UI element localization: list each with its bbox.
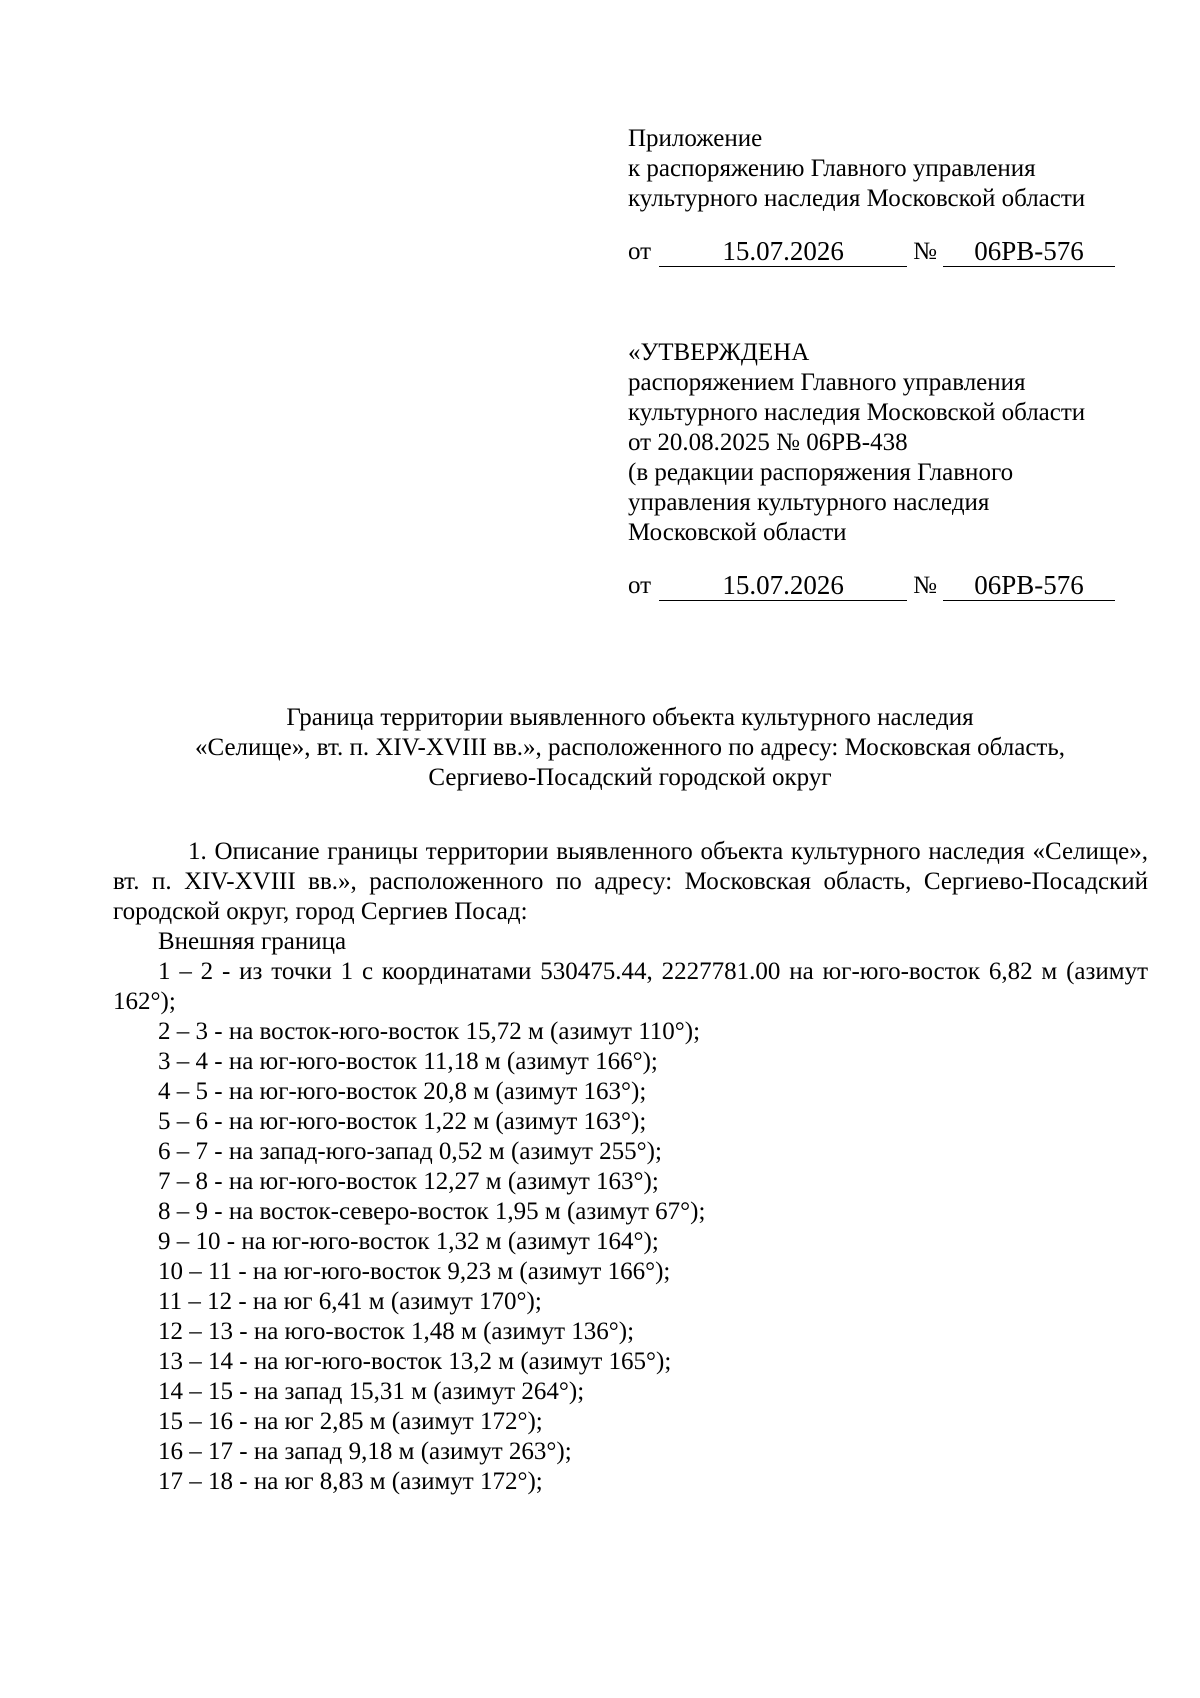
boundary-segment: 8 – 9 - на восток-северо-восток 1,95 м (азимут 67°);	[158, 1198, 706, 1225]
boundary-segment: 2 – 3 - на восток-юго-восток 15,72 м (азимут 110°);	[158, 1018, 701, 1045]
title-line: Сергиево-Посадский городской округ	[428, 764, 832, 791]
approved-line: от 20.08.2025 № 06РВ-438	[628, 429, 908, 456]
boundary-segment: 1 – 2 - из точки 1 с координатами 530475.44, 2227781.00 на юг-юго-восток 6,82 м (азимут 162°);	[113, 958, 1148, 1015]
boundary-segment: 6 – 7 - на запад-юго-запад 0,52 м (азимут 255°);	[158, 1138, 662, 1165]
document-body	[113, 837, 1148, 1497]
boundary-segment: 16 – 17 - на запад 9,18 м (азимут 263°);	[158, 1438, 572, 1465]
boundary-segment: 11 – 12 - на юг 6,41 м (азимут 170°);	[158, 1288, 542, 1315]
annex-line: к распоряжению Главного управления	[628, 155, 1036, 182]
boundary-segment: 7 – 8 - на юг-юго-восток 12,27 м (азимут 163°);	[158, 1168, 659, 1195]
approved-block	[628, 338, 1168, 601]
approved-line: (в редакции распоряжения Главного	[628, 459, 1014, 486]
approved-line: управления культурного наследия	[628, 489, 990, 516]
approved-number-sign: №	[913, 572, 937, 599]
outer-boundary-label: Внешняя граница	[158, 928, 347, 955]
title-line: Граница территории выявленного объекта культурного наследия	[286, 704, 974, 731]
document-title	[110, 703, 1150, 793]
intro-paragraph: 1. Описание границы территории выявленного объекта культурного наследия «Селище», вт. п. XIV-XVIII вв.», расположенного по адресу: Московская область, Сергиево-Посадский городской округ, город Сергиев Посад:	[113, 838, 1148, 925]
approved-date-number-line	[628, 570, 1168, 601]
annex-date-number-line	[628, 236, 1168, 267]
approved-line: «УТВЕРЖДЕНА	[628, 339, 810, 366]
annex-block	[628, 124, 1168, 267]
approved-line: Московской области	[628, 519, 847, 546]
approved-line: распоряжением Главного управления	[628, 369, 1026, 396]
approved-line: культурного наследия Московской области	[628, 399, 1086, 426]
annex-number-sign: №	[913, 238, 937, 265]
boundary-segment: 14 – 15 - на запад 15,31 м (азимут 264°);	[158, 1378, 585, 1405]
boundary-segment: 12 – 13 - на юго-восток 1,48 м (азимут 136°);	[158, 1318, 635, 1345]
approved-date: 15.07.2026	[659, 570, 907, 601]
boundary-segment: 15 – 16 - на юг 2,85 м (азимут 172°);	[158, 1408, 543, 1435]
approved-number: 06РВ-576	[943, 570, 1115, 601]
boundary-segment: 10 – 11 - на юг-юго-восток 9,23 м (азимут 166°);	[158, 1258, 671, 1285]
annex-date: 15.07.2026	[659, 236, 907, 267]
boundary-segment: 17 – 18 - на юг 8,83 м (азимут 172°);	[158, 1468, 543, 1495]
annex-from-label: от	[628, 238, 652, 265]
boundary-segment-list	[113, 1017, 1148, 1497]
annex-line: культурного наследия Московской области	[628, 185, 1086, 212]
annex-line: Приложение	[628, 125, 763, 152]
approved-from-label: от	[628, 572, 652, 599]
annex-number: 06РВ-576	[943, 236, 1115, 267]
boundary-segment: 4 – 5 - на юг-юго-восток 20,8 м (азимут 163°);	[158, 1078, 647, 1105]
boundary-segment: 9 – 10 - на юг-юго-восток 1,32 м (азимут 164°);	[158, 1228, 659, 1255]
boundary-segment: 3 – 4 - на юг-юго-восток 11,18 м (азимут 166°);	[158, 1048, 658, 1075]
title-line: «Селище», вт. п. XIV-XVIII вв.», расположенного по адресу: Московская область,	[194, 734, 1066, 761]
boundary-segment: 13 – 14 - на юг-юго-восток 13,2 м (азимут 165°);	[158, 1348, 672, 1375]
boundary-segment: 5 – 6 - на юг-юго-восток 1,22 м (азимут 163°);	[158, 1108, 647, 1135]
